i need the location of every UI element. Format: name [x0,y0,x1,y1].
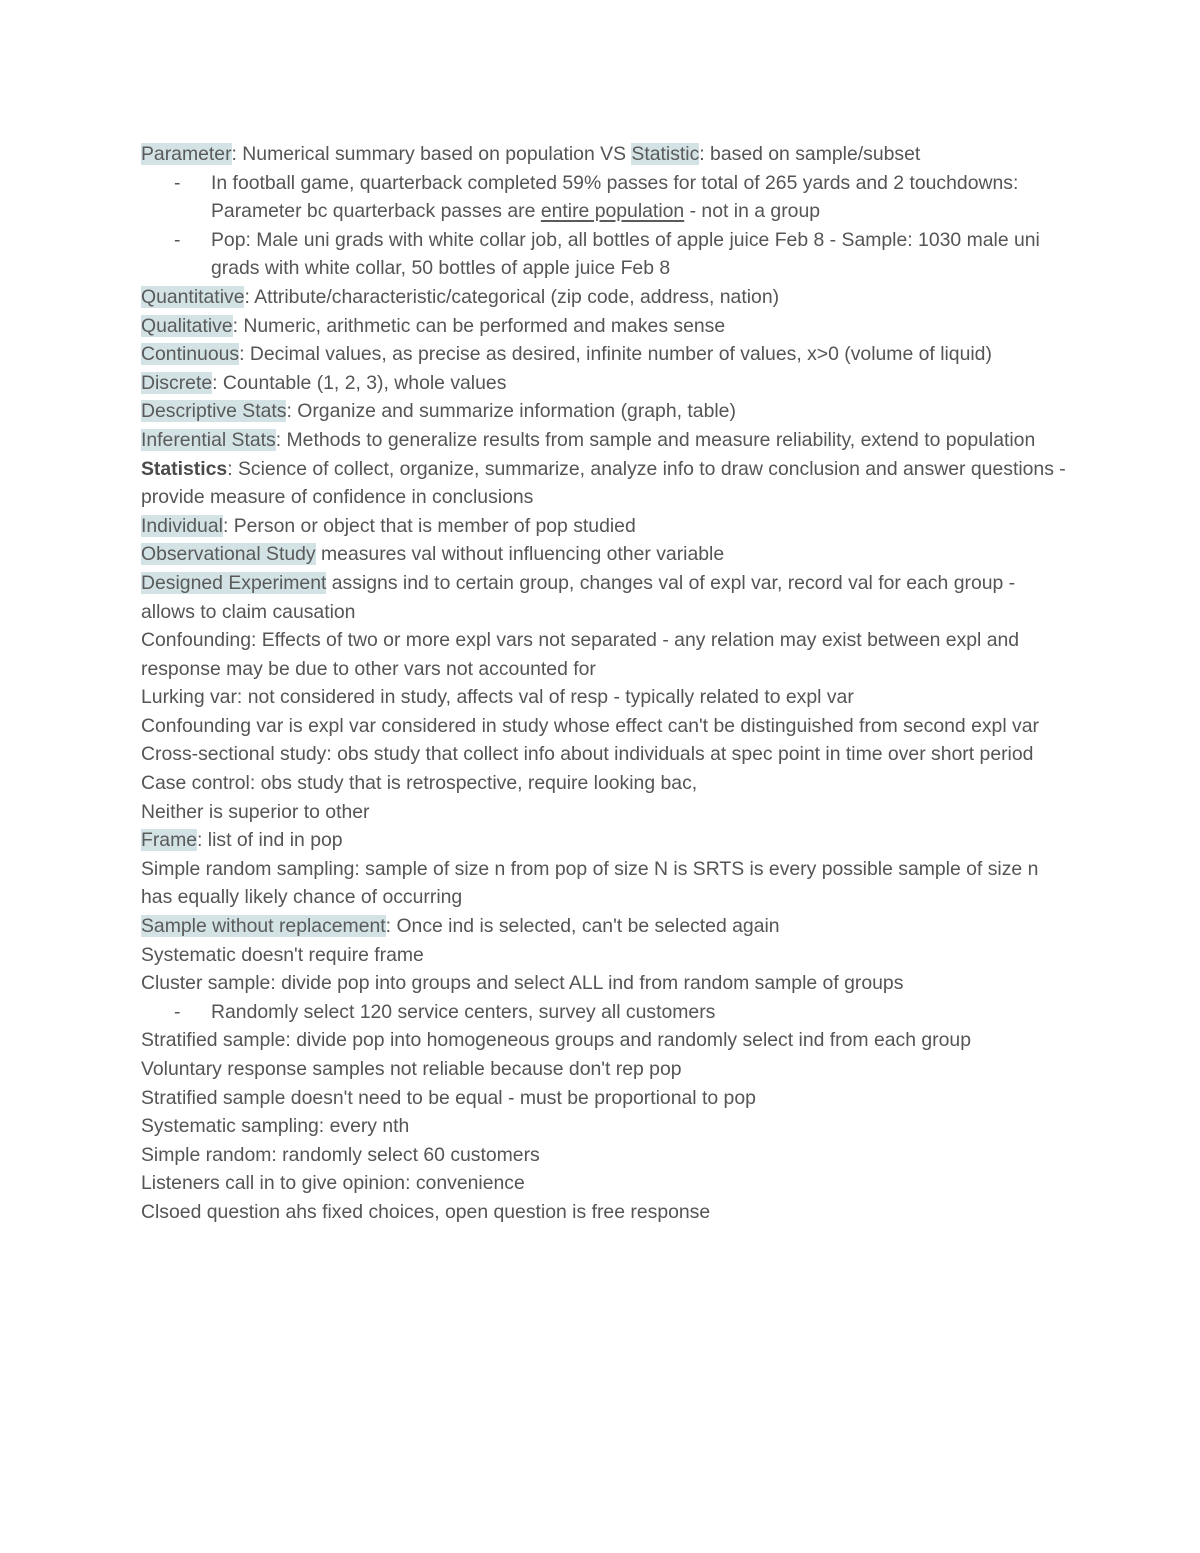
confounding-var-line: Confounding var is expl var considered in study whose effect can't be distinguished from second expl var [141,714,1039,737]
statistics-definition: : Science of collect, organize, summarize, analyze info to draw conclusion and answer questions - provide measure of confidence in conclusions [141,457,1066,509]
case-control-line: Case control: obs study that is retrospective, require looking bac, [141,772,698,795]
parameter-term: Parameter [141,143,232,165]
neither-superior-line: Neither is superior to other [141,800,370,823]
football-example-text: In football game, quarterback completed 59% passes for total of 265 yards and 2 touchdowns: Parameter bc quarterback passes are [211,171,1019,223]
statistic-term: Statistic [631,143,700,165]
frame-term: Frame [141,829,198,852]
football-example-tail: - not in a group [684,200,821,223]
closed-open-question-line: Clsoed question ahs fixed choices, open question is free response [141,1200,711,1223]
statistics-term: Statistics [141,457,228,480]
simple-random-60-line: Simple random: randomly select 60 customers [141,1143,540,1166]
descriptive-stats-definition: : Organize and summarize information (graph, table) [286,400,736,423]
without-replacement-line [141,912,1071,941]
stratified-sample-line: Stratified sample: divide pop into homogeneous groups and randomly select ind from each group [141,1029,971,1052]
cluster-sample-line: Cluster sample: divide pop into groups and select ALL ind from random sample of groups [141,972,904,995]
inferential-stats-line [141,426,1071,455]
designed-experiment-term: Designed Experiment [141,571,327,594]
systematic-nth-line: Systematic sampling: every nth [141,1115,410,1138]
quantitative-line [141,283,1071,312]
bullet-dash: - [174,1000,181,1023]
observational-study-line [141,540,1071,569]
designed-experiment-line [141,569,1071,626]
discrete-line [141,369,1071,398]
lurking-var-line: Lurking var: not considered in study, affects val of resp - typically related to expl var [141,686,854,709]
designed-experiment-definition: assigns ind to certain group, changes val of expl var, record val for each group - allows to claim causation [141,571,1016,623]
continuous-term: Continuous [141,343,240,366]
observational-study-term: Observational Study [141,543,316,566]
continuous-line [141,340,1071,369]
notes-page [141,140,1071,1227]
voluntary-response-line: Voluntary response samples not reliable because don't rep pop [141,1058,682,1080]
pop-sample-bullet [141,226,1071,283]
qualitative-term: Qualitative [141,314,233,337]
pop-sample-text: Pop: Male uni grads with white collar job, all bottles of apple juice Feb 8 - Sample: 1030 male uni grads with white collar, 50 bottles of apple juice Feb 8 [211,228,1040,280]
simple-random-sampling-line: Simple random sampling: sample of size n from pop of size N is SRTS is every possible sample of size n has equally likely chance of occurring [141,857,1039,909]
confounding-line: Confounding: Effects of two or more expl vars not separated - any relation may exist between expl and response may be due to other vars not accounted for [141,629,1020,680]
quantitative-definition: : Attribute/characteristic/categorical (zip code, address, nation) [244,285,780,308]
descriptive-stats-term: Descriptive Stats [141,400,287,423]
stratified-equal-line: Stratified sample doesn't need to be equal - must be proportional to pop [141,1086,756,1109]
frame-definition: : list of ind in pop [197,829,343,852]
without-replacement-term: Sample without replacement [141,915,386,938]
discrete-term: Discrete [141,371,213,394]
bullet-dash: - [174,228,181,251]
descriptive-stats-line [141,397,1071,426]
cross-sectional-line: Cross-sectional study: obs study that collect info about individuals at spec point in time over short period [141,743,1034,766]
entire-population-underline: entire population [540,200,685,223]
individual-term: Individual [141,514,223,537]
football-example-bullet [141,169,1071,226]
qualitative-definition: : Numeric, arithmetic can be performed and makes sense [232,314,726,337]
bullet-dash: - [174,171,181,194]
frame-line [141,826,1071,855]
cluster-example-text: Randomly select 120 service centers, survey all customers [211,1000,716,1023]
without-replacement-definition: : Once ind is selected, can't be selected again [385,915,780,938]
inferential-stats-definition: : Methods to generalize results from sample and measure reliability, extend to population [275,428,1036,451]
qualitative-line [141,312,1071,341]
statistic-definition: : based on sample/subset [699,143,921,165]
cluster-example-bullet [141,998,1071,1027]
listeners-line: Listeners call in to give opinion: convenience [141,1172,525,1195]
parameter-statistic-line [141,140,1071,169]
discrete-definition: : Countable (1, 2, 3), whole values [212,371,507,394]
observational-study-definition: measures val without influencing other variable [315,543,725,566]
individual-line [141,512,1071,541]
inferential-stats-term: Inferential Stats [141,428,276,451]
statistics-line [141,455,1071,512]
quantitative-term: Quantitative [141,285,245,308]
individual-definition: : Person or object that is member of pop studied [222,514,636,537]
systematic-frame-line: Systematic doesn't require frame [141,943,424,966]
parameter-definition: : Numerical summary based on population VS [231,143,632,165]
continuous-definition: : Decimal values, as precise as desired, infinite number of values, x>0 (volume of liquid) [239,343,992,366]
